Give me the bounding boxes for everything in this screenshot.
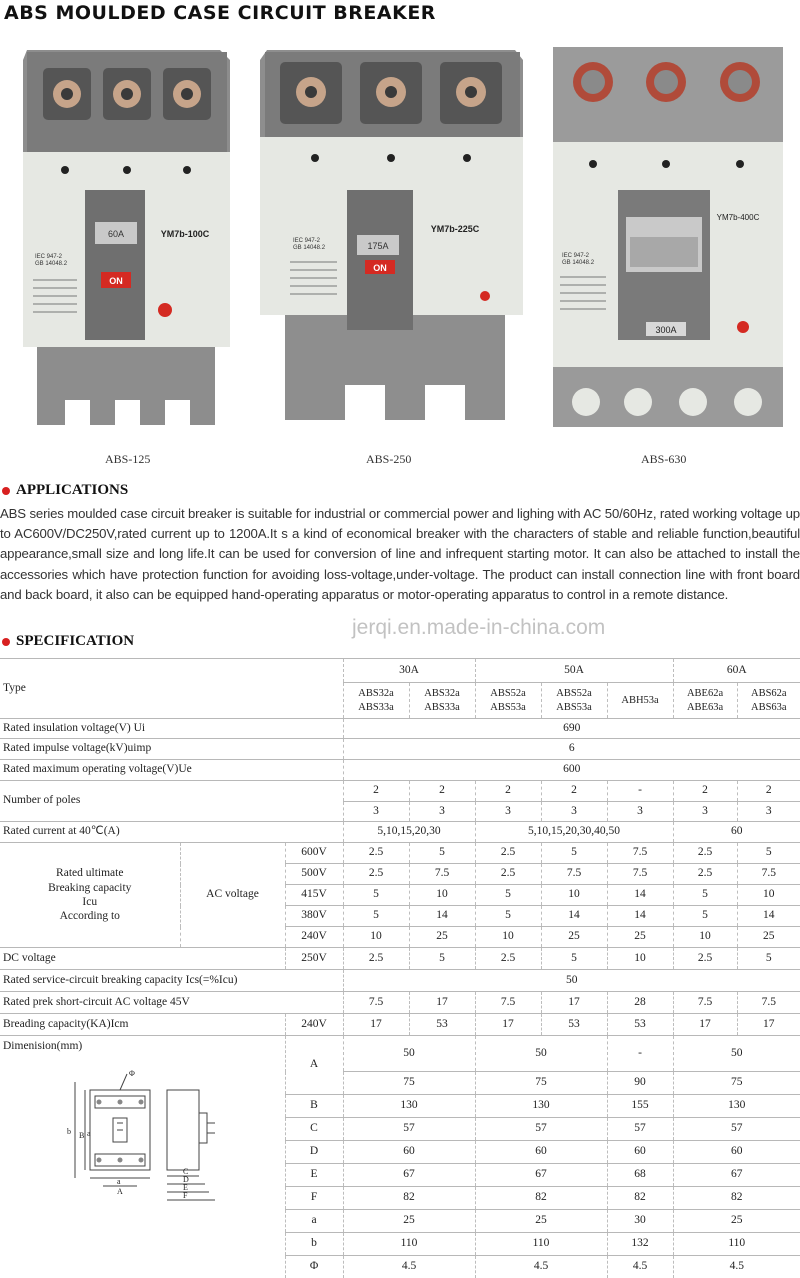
dc-cell: 5 (541, 948, 607, 970)
dimension-cell: 68 (607, 1164, 673, 1187)
icu-cell: 25 (409, 927, 475, 948)
specification-heading: SPECIFICATION (2, 633, 134, 650)
max-voltage-value: 600 (343, 760, 800, 781)
breaker-model-label: YM7b-400C (716, 213, 760, 222)
model-cell: ABS62a ABS63a (737, 683, 800, 719)
poles-cell: 2 (673, 781, 737, 802)
svg-text:IEC 947-2: IEC 947-2 (35, 254, 63, 260)
dimension-cell: 57 (475, 1118, 607, 1141)
applications-text: ABS series moulded case circuit breaker is suitable for industrial or commercial power and lighing with AC 50/60Hz, rated working voltage up to AC600V/DC250V,rated current up to 1200A.It s a kind of economical breaker with the characters of stable and reliable function,beautiful appearance,small size and long life.It can be used for conversion of line and infrequent starting motor. It can also be attached to install the accessories which have protection function for avoiding loss-voltage,under-voltage. The product can install connection line with front board and back board, it also can be equipped hand-operating apparatus or motor-operating apparatus to control in a remote distance. (0, 506, 800, 602)
svg-text:D: D (183, 1175, 189, 1184)
dimension-cell: 90 (607, 1072, 673, 1095)
svg-text:F: F (183, 1191, 188, 1200)
service-label: Rated service-circuit breaking capacity Ics(=%Icu) (0, 970, 343, 992)
dimension-cell: 75 (343, 1072, 475, 1095)
dc-voltage-label: DC voltage (0, 948, 285, 970)
icu-cell: 2.5 (673, 864, 737, 885)
dimension-cell: 132 (607, 1233, 673, 1256)
dimension-cell: 75 (475, 1072, 607, 1095)
icu-cell: 10 (409, 885, 475, 906)
group-50a: 50A (475, 659, 673, 683)
icu-cell: 5 (343, 906, 409, 927)
dimension-key: C (285, 1118, 343, 1141)
dimension-cell: 60 (343, 1141, 475, 1164)
current-60a: 60 (673, 822, 800, 843)
svg-text:a: a (87, 1129, 91, 1138)
breaker-model-label: YM7b-225C (430, 224, 480, 234)
peak-cell: 7.5 (475, 992, 541, 1014)
voltage-cell: 250V (285, 948, 343, 970)
voltage-cell: 415V (285, 885, 343, 906)
poles-cell: 3 (607, 802, 673, 822)
icu-cell: 10 (343, 927, 409, 948)
peak-cell: 17 (541, 992, 607, 1014)
dimension-label: Dimenision(mm) (0, 1036, 285, 1278)
icm-cell: 17 (343, 1014, 409, 1036)
poles-label: Number of poles (0, 781, 343, 822)
dimension-cell: 155 (607, 1095, 673, 1118)
dc-cell: 2.5 (343, 948, 409, 970)
dc-cell: 5 (737, 948, 800, 970)
icm-cell: 53 (607, 1014, 673, 1036)
svg-text:IEC 947-2: IEC 947-2 (293, 238, 321, 244)
caption-abs-125: ABS-125 (105, 452, 151, 466)
voltage-cell: 240V (285, 927, 343, 948)
dimension-cell: 50 (343, 1036, 475, 1072)
breaker-rating-label: 175A (367, 241, 389, 251)
icu-cell: 2.5 (475, 864, 541, 885)
icu-cell: 14 (607, 906, 673, 927)
model-cell: ABS32a ABS33a (343, 683, 409, 719)
dimension-cell: 4.5 (475, 1256, 607, 1278)
svg-text:GB 14048.2: GB 14048.2 (562, 260, 595, 266)
dc-cell: 2.5 (673, 948, 737, 970)
model-cell: ABH53a (607, 683, 673, 719)
icu-cell: 2.5 (673, 843, 737, 864)
breaker-switch-label: ON (109, 276, 123, 286)
dimension-cell: 82 (343, 1187, 475, 1210)
icm-cell: 53 (541, 1014, 607, 1036)
dimension-cell: 25 (673, 1210, 800, 1233)
svg-text:Φ: Φ (129, 1069, 135, 1078)
icm-cell: 17 (475, 1014, 541, 1036)
poles-cell: 3 (737, 802, 800, 822)
model-cell: ABS52a ABS53a (475, 683, 541, 719)
icu-cell: 7.5 (409, 864, 475, 885)
icu-cell: 5 (475, 885, 541, 906)
breaker-model-label: YM7b-100C (160, 229, 210, 239)
poles-cell: 2 (541, 781, 607, 802)
dimension-cell: 57 (607, 1118, 673, 1141)
dimension-cell: 60 (607, 1141, 673, 1164)
svg-text:C: C (183, 1167, 189, 1176)
poles-cell: 3 (343, 802, 409, 822)
poles-cell: 2 (737, 781, 800, 802)
poles-cell: 2 (475, 781, 541, 802)
insulation-value: 690 (343, 719, 800, 739)
peak-cell: 17 (409, 992, 475, 1014)
impulse-label: Rated impulse voltage(kV)uimp (0, 739, 343, 760)
dimension-cell: 130 (475, 1095, 607, 1118)
type-label: Type (0, 659, 343, 719)
dimension-cell: 110 (673, 1233, 800, 1256)
breaker-photo-abs-250 (255, 40, 530, 430)
breaker-rating-label: 300A (655, 325, 677, 335)
caption-abs-630: ABS-630 (641, 452, 687, 466)
dimension-cell: 4.5 (673, 1256, 800, 1278)
svg-text:b: b (67, 1127, 71, 1136)
dimension-cell: 67 (343, 1164, 475, 1187)
dimension-cell: 75 (673, 1072, 800, 1095)
dc-cell: 5 (409, 948, 475, 970)
poles-cell: 2 (409, 781, 475, 802)
bullet-icon (2, 487, 10, 495)
svg-text:a: a (117, 1177, 121, 1186)
group-60a: 60A (673, 659, 800, 683)
model-cell: ABE62a ABE63a (673, 683, 737, 719)
voltage-cell: 380V (285, 906, 343, 927)
dimension-cell: 67 (673, 1164, 800, 1187)
dimension-cell: 50 (673, 1036, 800, 1072)
page-title: ABS MOULDED CASE CIRCUIT BREAKER (4, 2, 436, 24)
dimension-key: b (285, 1233, 343, 1256)
dc-cell: 10 (607, 948, 673, 970)
dimension-cell: 82 (673, 1187, 800, 1210)
dimension-key: a (285, 1210, 343, 1233)
caption-abs-250: ABS-250 (366, 452, 412, 466)
icu-cell: 5 (673, 885, 737, 906)
icu-cell: 5 (541, 843, 607, 864)
icu-cell: 2.5 (343, 843, 409, 864)
dimension-drawing (55, 1068, 225, 1218)
icu-cell: 5 (737, 843, 800, 864)
icu-cell: 7.5 (541, 864, 607, 885)
dimension-cell: 67 (475, 1164, 607, 1187)
dimension-key: B (285, 1095, 343, 1118)
icu-cell: 5 (409, 843, 475, 864)
poles-cell: 3 (475, 802, 541, 822)
dimension-cell: 82 (607, 1187, 673, 1210)
icu-cell: 7.5 (737, 864, 800, 885)
poles-cell: 3 (541, 802, 607, 822)
applications-heading: APPLICATIONS (2, 482, 128, 499)
icu-cell: 2.5 (475, 843, 541, 864)
icu-cell: 14 (541, 906, 607, 927)
icu-cell: 25 (737, 927, 800, 948)
icu-cell: 5 (673, 906, 737, 927)
peak-cell: 28 (607, 992, 673, 1014)
dimension-key: A (285, 1036, 343, 1095)
dimension-cell: 4.5 (607, 1256, 673, 1278)
poles-cell: - (607, 781, 673, 802)
dimension-cell: 110 (475, 1233, 607, 1256)
dimension-key: Φ (285, 1256, 343, 1278)
dimension-cell: 82 (475, 1187, 607, 1210)
model-cell: ABS32a ABS33a (409, 683, 475, 719)
poles-cell: 3 (409, 802, 475, 822)
dimension-cell: 4.5 (343, 1256, 475, 1278)
voltage-cell: 500V (285, 864, 343, 885)
dimension-cell: 25 (343, 1210, 475, 1233)
max-voltage-label: Rated maximum operating voltage(V)Ue (0, 760, 343, 781)
icm-cell: 17 (737, 1014, 800, 1036)
dimension-cell: 60 (475, 1141, 607, 1164)
icu-cell: 14 (409, 906, 475, 927)
group-30a: 30A (343, 659, 475, 683)
service-value: 50 (343, 970, 800, 992)
breaker-photo-abs-630 (548, 42, 788, 432)
svg-text:A: A (117, 1187, 123, 1196)
peak-cell: 7.5 (673, 992, 737, 1014)
icu-cell: 5 (475, 906, 541, 927)
dimension-key: F (285, 1187, 343, 1210)
svg-text:GB 14048.2: GB 14048.2 (35, 261, 68, 267)
icu-cell: 7.5 (607, 843, 673, 864)
breaker-rating-label: 60A (107, 229, 125, 239)
icu-cell: 14 (607, 885, 673, 906)
icu-cell: 25 (607, 927, 673, 948)
svg-text:E: E (183, 1183, 188, 1192)
svg-text:GB 14048.2: GB 14048.2 (293, 245, 326, 251)
icu-cell: 7.5 (607, 864, 673, 885)
current-label: Rated current at 40℃(A) (0, 822, 343, 843)
svg-text:B: B (79, 1131, 85, 1140)
dimension-key: E (285, 1164, 343, 1187)
voltage-cell: 240V (285, 1014, 343, 1036)
peak-label: Rated prek short-circuit AC voltage 45V (0, 992, 343, 1014)
peak-cell: 7.5 (343, 992, 409, 1014)
dimension-cell: - (607, 1036, 673, 1072)
dimension-cell: 30 (607, 1210, 673, 1233)
breaker-photo-abs-125 (15, 40, 240, 435)
dimension-cell: 60 (673, 1141, 800, 1164)
peak-cell: 7.5 (737, 992, 800, 1014)
dimension-cell: 130 (343, 1095, 475, 1118)
poles-cell: 3 (673, 802, 737, 822)
dimension-key: D (285, 1141, 343, 1164)
dimension-cell: 25 (475, 1210, 607, 1233)
icm-cell: 17 (673, 1014, 737, 1036)
bullet-icon (2, 638, 10, 646)
icu-cell: 10 (737, 885, 800, 906)
model-cell: ABS52a ABS53a (541, 683, 607, 719)
insulation-label: Rated insulation voltage(V) Ui (0, 719, 343, 739)
watermark: jerqi.en.made-in-china.com (352, 616, 606, 639)
icu-cell: 14 (737, 906, 800, 927)
dimension-cell: 57 (343, 1118, 475, 1141)
breaker-switch-label: ON (373, 263, 387, 273)
dimension-cell: 50 (475, 1036, 607, 1072)
dimension-cell: 110 (343, 1233, 475, 1256)
current-30a: 5,10,15,20,30 (343, 822, 475, 843)
dimension-cell: 130 (673, 1095, 800, 1118)
voltage-cell: 600V (285, 843, 343, 864)
icu-cell: 10 (673, 927, 737, 948)
ac-voltage-label: AC voltage (180, 843, 285, 948)
icm-cell: 53 (409, 1014, 475, 1036)
icu-cell: 25 (541, 927, 607, 948)
current-50a: 5,10,15,20,30,40,50 (475, 822, 673, 843)
impulse-value: 6 (343, 739, 800, 760)
icu-cell: 5 (343, 885, 409, 906)
dimension-cell: 57 (673, 1118, 800, 1141)
poles-cell: 2 (343, 781, 409, 802)
icu-cell: 10 (541, 885, 607, 906)
breaking-label: Rated ultimate Breaking capacity Icu According to (0, 843, 180, 948)
icu-cell: 2.5 (343, 864, 409, 885)
icu-cell: 10 (475, 927, 541, 948)
dc-cell: 2.5 (475, 948, 541, 970)
svg-text:IEC 947-2: IEC 947-2 (562, 253, 590, 259)
icm-label: Breading capacity(KA)Icm (0, 1014, 285, 1036)
